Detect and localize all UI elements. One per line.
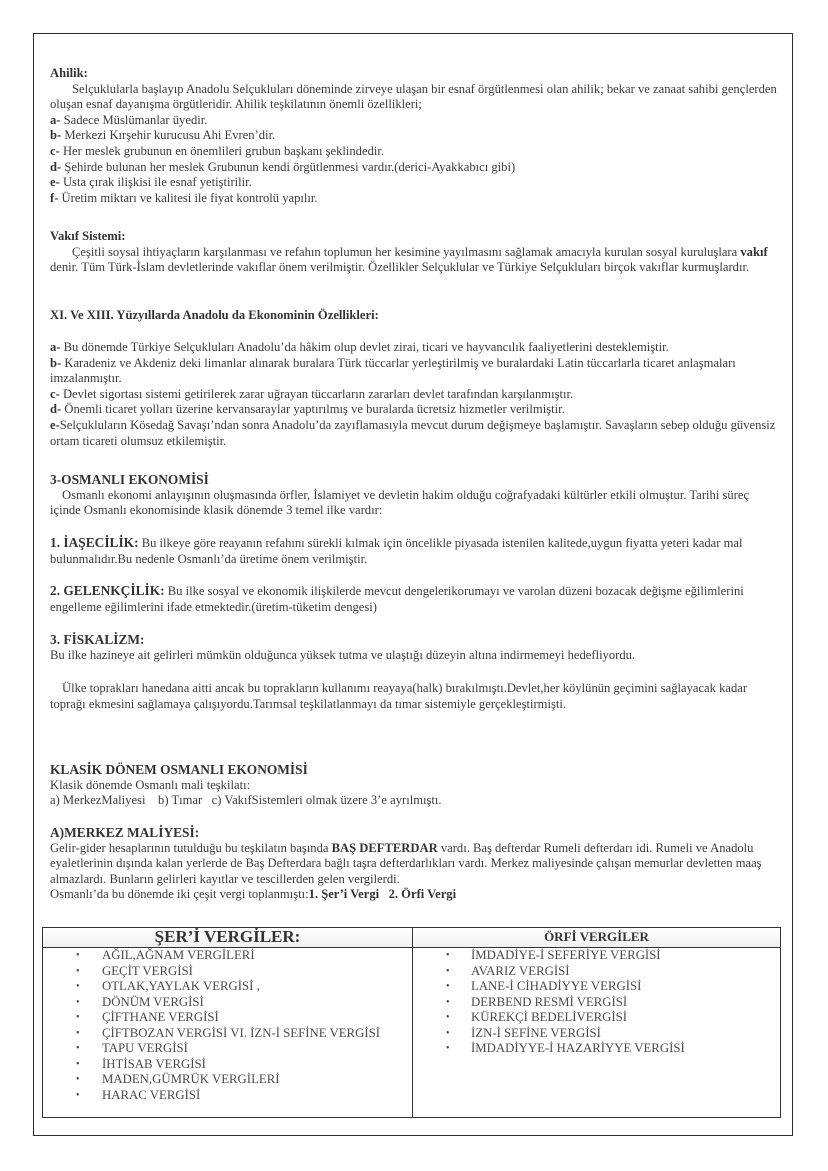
paragraph: Ülke toprakları hanedana aitti ancak bu toprakların kullanımı reayaya(halk) bırakılmıştı.Devlet,her köylünün geçimini sağlayacak kadar toprağı ekmesini sağlamaya çalışıyordu.Tarımsal teşkilatlanmayı da tımar sistemiyle gerçekleştirmişti.	[50, 681, 748, 711]
section-osmanli	[50, 472, 780, 519]
paragraph: Bu ilke hazineye ait gelirleri mümkün olduğunca yüksek tutma ve ulaştığı düzeyin altına indirmemeyi hedefliyordu.	[50, 647, 636, 662]
bullet-icon: •	[446, 996, 450, 1008]
paragraph: Klasik dönemde Osmanlı mali teşkilatı:	[50, 777, 251, 792]
bullet-icon: •	[76, 1012, 80, 1023]
list-item: • İHTİSAB VERGİSİ	[76, 1056, 206, 1071]
list-item: e- Usta çırak ilişkisi ile esnaf yetiştirilir.	[50, 175, 252, 190]
list-item: • İMDADİYE-İ SEFERİYE VERGİSİ	[446, 948, 661, 962]
list-item: a- Sadece Müslümanlar üyedir.	[50, 112, 208, 127]
section-title: A)MERKEZ MALİYESİ:	[50, 825, 200, 840]
list-item: a- Bu dönemde Türkiye Selçukluları Anadolu’da hâkim olup devlet zirai, ticari ve hayvancılık faaliyetlerini desteklemiştir.	[50, 340, 669, 354]
principle-gelenekcilik: 2. GELENKÇİLİK: Bu ilke sosyal ve ekonomik ilişkilerde mevcut dengelerikorumayı ve varolan düzeni bozacak değişme eğilimlerini engelleme eğilimlerini ifade etmektedir.(üretim-tüketim dengesi)	[50, 583, 744, 614]
list-item: • ÇİFTBOZAN VERGİSİ VI. İZN-İ SEFİNE VERGİSİ	[76, 1025, 380, 1040]
list-item: • MADEN,GÜMRÜK VERGİLERİ	[76, 1072, 280, 1086]
list-item: • KÜREKÇİ BEDELİVERGİSİ	[446, 1010, 628, 1024]
paragraph-toprak	[50, 681, 780, 712]
bullet-icon: •	[446, 1027, 450, 1039]
list-item: • İZN-İ SEFİNE VERGİSİ	[446, 1025, 601, 1040]
section-title: 3-OSMANLI EKONOMİSİ	[50, 472, 209, 487]
section-merkez-maliyesi	[50, 825, 780, 903]
bullet-icon: •	[76, 965, 80, 977]
list-item: e-Selçukluların Kösedağ Savaşı’ndan sonra Anadolu’da zayıflamasıyla mevcut durum değişmeye başlamıştır. Savaşların sebep olduğu güvensiz ortam ticareti olumsuz etkilemiştir.	[50, 417, 776, 448]
list-item: c- Her meslek grubunun en önemlileri grubun başkanı şeklindedir.	[50, 143, 385, 158]
bullet-icon: •	[76, 996, 80, 1008]
list-item: • AVARIZ VERGİSİ	[446, 963, 570, 978]
section-anadolu-list	[50, 340, 780, 449]
bullet-icon: •	[76, 981, 80, 992]
paragraph: Selçuklularla başlayıp Anadolu Selçukluları döneminde zirveye ulaşan bir esnaf örgütlenmesi olan ahilik; bekar ve zanaat sahibi gençlerden oluşan esnaf dayanışma örgütleridir. Ahilik teşkilatının önemli özellikleri;	[50, 81, 777, 112]
principle-label: 3. FİSKALİZM:	[50, 632, 145, 647]
list-item: • AĞIL,AĞNAM VERGİLERİ	[76, 948, 255, 962]
bullet-icon: •	[446, 1043, 450, 1054]
principle-label: 2. GELENKÇİLİK:	[50, 583, 165, 598]
list-item: d- Önemli ticaret yolları üzerine kervansaraylar yaptırılmış ve buralarda ücretsiz hizmetler verilmiştir.	[50, 402, 565, 417]
list-item: • OTLAK,YAYLAK VERGİSİ ,	[76, 979, 260, 993]
list-item: • DERBEND RESMİ VERGİSİ	[446, 994, 628, 1009]
principle-iasecilik: 1. İAŞECİLİK: Bu ilkeye göre reayanın refahını sürekli kılmak için öncelikle piyasada istenilen kalitede,uygun fiyatta yeteri kadar mal bulunmalıdır.Bu nedenle Osmanlı’da üretime önem verilmiştir.	[50, 535, 743, 566]
list-item: b- Merkezi Kırşehir kurucusu Ahi Evren’dir.	[50, 128, 276, 143]
list-item: d- Şehirde bulunan her meslek Grubunun kendi örgütlenmesi vardır.(derici-Ayakkabıcı gibi)	[50, 159, 516, 174]
bullet-icon: •	[446, 950, 450, 961]
paragraph: Gelir-gider hesaplarının tutulduğu bu teşkilatın başında BAŞ DEFTERDAR vardı. Baş defterdar Rumeli defterdarı idi. Rumeli ve Anadolu eyaletlerinin dışında kalan yerlerde de Baş Defterdara bağlı taşra defterdarlıkları vardı. Merkez maliyesinde çalışan memurlar devletten maaş almazlardı. Bunların gelirleri kayıtlar ve tescillerden gelen vergilerdi.	[50, 840, 762, 886]
list-item: • DÖNÜM VERGİSİ	[76, 994, 204, 1009]
bullet-icon: •	[76, 1058, 80, 1070]
bullet-icon: •	[446, 965, 450, 977]
section-title: Ahilik:	[50, 66, 88, 80]
list-item: • ÇİFTHANE VERGİSİ	[76, 1010, 219, 1024]
bullet-icon: •	[76, 1043, 80, 1054]
bullet-icon: •	[446, 1012, 450, 1023]
list-item: f- Üretim miktarı ve kalitesi ile fiyat kontrolü yapılır.	[50, 190, 318, 205]
list-item: • HARAC VERGİSİ	[76, 1087, 201, 1102]
orfi-vergiler-column	[413, 928, 780, 1117]
column-header: ÖRFİ VERGİLER	[413, 928, 780, 948]
paragraph: Osmanlı’da bu dönemde iki çeşit vergi toplanmıştı:1. Şer’i Vergi 2. Örfi Vergi	[50, 887, 457, 902]
paragraph: Osmanlı ekonomi anlayışının oluşmasında örfler, İslamiyet ve devletin hakim olduğu coğrafyadaki kültürler etkili olmuştur. Tarihi süreç içinde Osmanlı ekonomisinde klasik dönemde 3 temel ilke vardır:	[50, 487, 750, 518]
bullet-icon: •	[76, 1089, 80, 1101]
bullet-icon: •	[446, 981, 450, 992]
list-item: • GEÇİT VERGİSİ	[76, 963, 193, 978]
section-title: KLASİK DÖNEM OSMANLI EKONOMİSİ	[50, 762, 308, 777]
section-klasik	[50, 762, 780, 809]
section-vakif	[50, 229, 780, 276]
paragraph: a) MerkezMaliyesi b) Tımar c) VakıfSistemleri olmak üzere 3’e ayrılmıştı.	[50, 793, 442, 808]
tax-list	[43, 948, 412, 1103]
list-item: • LANE-İ CİHADİYYE VERGİSİ	[446, 979, 642, 993]
list-item: b- Karadeniz ve Akdeniz deki limanlar alınarak buralara Türk tüccarlar yerleştirilmiş ve buralardaki Latin tüccarlarla ticaret anlaşmaları imzalanmıştır.	[50, 355, 736, 386]
list-item: c- Devlet sigortası sistemi getirilerek zarar uğrayan tüccarların zararları devlet tarafından karşılanmıştır.	[50, 386, 574, 401]
section-title: Vakıf Sistemi:	[50, 229, 126, 243]
list-item: • TAPU VERGİSİ	[76, 1041, 188, 1055]
principle-fiskalizm	[50, 632, 780, 663]
section-anadolu-title	[50, 308, 780, 324]
column-header: ŞER’İ VERGİLER:	[43, 928, 412, 948]
tax-list	[413, 948, 780, 1057]
bullet-icon: •	[76, 1027, 80, 1039]
section-ahilik	[50, 66, 780, 206]
list-item: • İMDADİYYE-İ HAZARİYYE VERGİSİ	[446, 1041, 685, 1055]
seri-vergiler-column	[43, 928, 413, 1117]
principle-label: 1. İAŞECİLİK:	[50, 535, 139, 550]
section-title: XI. Ve XIII. Yüzyıllarda Anadolu da Ekonominin Özellikleri:	[50, 308, 379, 322]
bullet-icon: •	[76, 1074, 80, 1085]
tax-table	[42, 927, 781, 1118]
bullet-icon: •	[76, 950, 80, 961]
paragraph: Çeşitli soysal ihtiyaçların karşılanması ve refahın toplumun her kesimine yayılmasını sağlamak amacıyla kurulan sosyal kuruluşlara vakıf denir. Tüm Türk-İslam devletlerinde vakıflar önem verilmiştir. Özellikler Selçuklular ve Türkiye Selçukluları birçok vakıflar kurmuşlardır.	[50, 244, 768, 275]
